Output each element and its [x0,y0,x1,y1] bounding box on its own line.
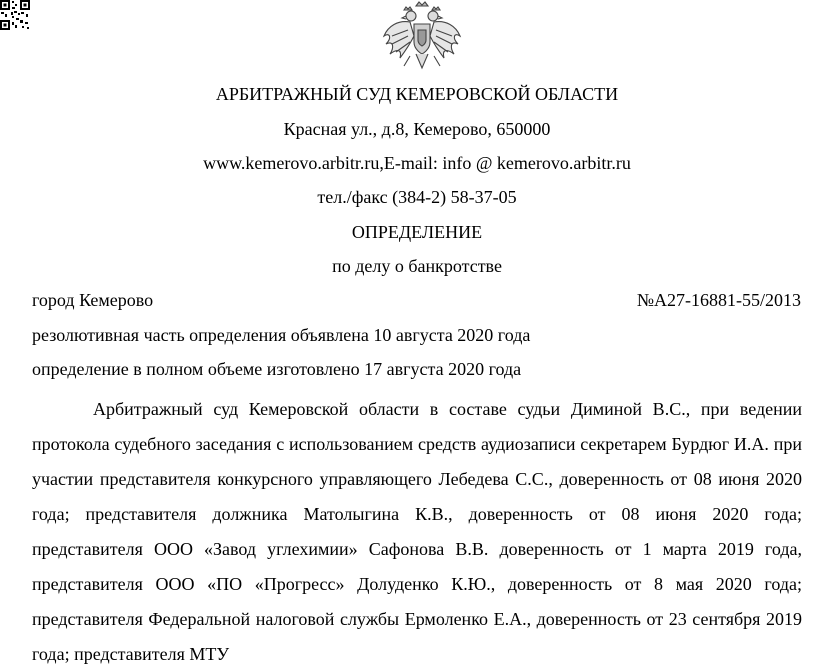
court-name: АРБИТРАЖНЫЙ СУД КЕМЕРОВСКОЙ ОБЛАСТИ [215,84,619,104]
court-website-email: www.kemerovo.arbitr.ru,E-mail: info @ kemerovo.arbitr.ru [203,153,631,173]
announced-date-line: резолютивная часть определения объявлена 10 августа 2020 года [32,325,531,345]
document-subtitle: по делу о банкротстве [332,256,502,276]
city: город Кемерово [32,290,154,310]
case-number: №А27-16881-55/2013 [636,290,801,310]
coat-of-arms-emblem [380,0,464,72]
court-phone: тел./факс (384-2) 58-37-05 [317,187,517,207]
document-title: ОПРЕДЕЛЕНИЕ [351,222,483,242]
qr-code-icon [0,0,30,30]
body-paragraph: Арбитражный суд Кемеровской области в составе судьи Диминой В.С., при ведении протокола судебного заседания с использованием средств аудиозаписи секретарем Бурдюг И.А. при участии представителя конкурсного управляющего Лебедева С.С., доверенность от 08 июня 2020 года; представителя должника Матолыгина К.В., доверенность от 08 июня 2020 года; представителя ООО «Завод углехимии» Сафонова В.В. доверенность от 1 марта 2019 года, представителя ООО «ПО «Прогресс» Долуденко К.Ю., доверенность от 8 мая 2020 года; представителя Федеральной налоговой службы Ермоленко Е.А., доверенность от 23 сентября 2019 года; представителя МТУ [32,399,802,664]
court-address: Красная ул., д.8, Кемерово, 650000 [283,119,551,139]
produced-date-line: определение в полном объеме изготовлено 17 августа 2020 года [32,359,522,379]
